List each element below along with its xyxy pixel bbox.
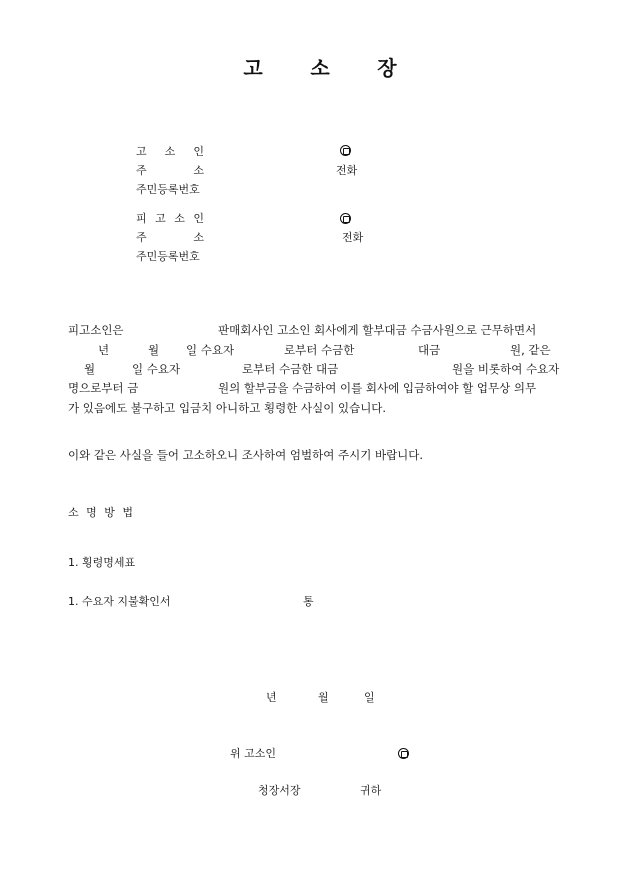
date-month-label: 월 (318, 691, 329, 704)
recipient-honorific: 귀하 (360, 784, 382, 797)
evidence-item-1-num: 1. (68, 556, 79, 569)
complainant-address-label: 주 소 (136, 164, 204, 177)
complainant-seal-icon (340, 143, 351, 157)
evidence-item-2 (68, 593, 171, 609)
evidence-item-2-num: 1. (68, 595, 79, 608)
complainant-name-label: 고 소 인 (136, 145, 204, 158)
complainant-id-label: 주민등록번호 (136, 183, 200, 196)
title-char-2: 소 (310, 56, 330, 80)
defendant-phone-label: 전화 (342, 231, 364, 244)
date-year-label: 년 (266, 691, 277, 704)
evidence-item-2-suffix: 통 (303, 595, 314, 608)
date-day-label: 일 (364, 691, 375, 704)
complainant-phone-label: 전화 (336, 164, 358, 177)
evidence-heading: 소 명 방 법 (68, 506, 135, 519)
signer-label: 위 고소인 (230, 747, 277, 760)
evidence-item-1-text: 횡령명세표 (82, 556, 136, 569)
defendant-seal-icon (340, 211, 351, 225)
request-sentence: 이와 같은 사실을 들어 고소하오니 조사하여 엄벌하여 주시기 바랍니다. (68, 448, 424, 462)
body-line-5: 가 있음에도 불구하고 입금치 아니하고 횡령한 사실이 있습니다. (68, 401, 387, 415)
title-char-3: 장 (377, 56, 397, 80)
title-char-1: 고 (243, 56, 263, 80)
document-title (0, 52, 640, 81)
evidence-item-2-text: 수요자 지불확인서 (82, 595, 171, 608)
defendant-address-label: 주 소 (136, 231, 204, 244)
defendant-id-label: 주민등록번호 (136, 250, 200, 263)
evidence-item-1 (68, 554, 135, 570)
defendant-name-label: 피 고 소 인 (136, 212, 204, 225)
signer-seal-icon (398, 746, 409, 760)
recipient-office: 청장서장 (258, 784, 301, 797)
